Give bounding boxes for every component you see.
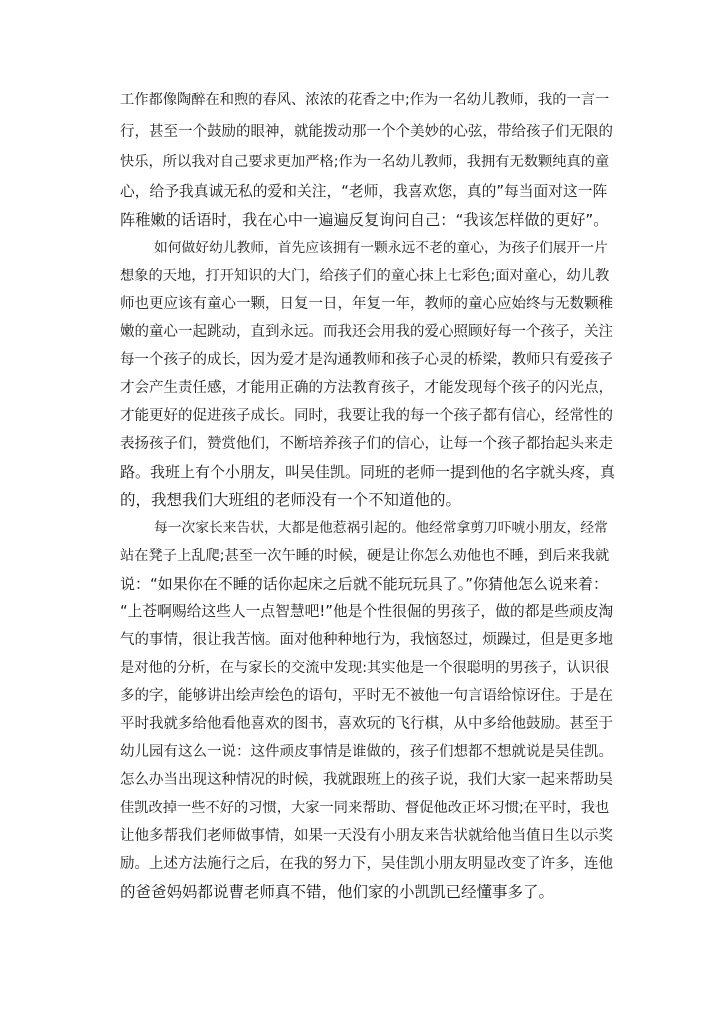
text-line: 怎么办当出现这种情况的时候，我就跟班上的孩子说，我们大家一起来帮助吴 [120,772,613,788]
text-line: 让他多帮我们老师做事情，如果一天没有小朋友来告状就给他当值日生以示奖 [120,828,613,844]
text-line: 励。上述方法施行之后，在我的努力下，吴佳凯小朋友明显改变了许多，连他 [120,856,613,872]
text-line: 快乐，所以我对自己要求更加严格;作为一名幼儿教师，我拥有无数颗纯真的童 [120,154,610,170]
text-line: 说：“如果你在不睡的话你起床之后就不能玩玩具了。”你猜他怎么说来着： [120,575,609,593]
text-line: 每一次家长来告状，大都是他惹祸引起的。他经常拿剪刀吓唬小朋友，经常 [154,520,608,536]
text-line: 的爸爸妈妈都说曹老师真不错，他们家的小凯凯已经懂事多了。 [120,883,555,901]
text-line: 如何做好幼儿教师，首先应该拥有一颗永远不老的童心，为孩子们展开一片 [154,240,608,256]
text-line: 的，我想我们大班组的老师没有一个不知道他的。 [120,491,462,509]
text-line: 多的字，能够讲出绘声绘色的语句，平时无不被他一句言语给惊讶住。于是在 [120,688,613,704]
text-line: 是对他的分析，在与家长的交流中发现:其实他是一个很聪明的男孩子，认识很 [120,660,610,676]
text-line: 工作都像陶醉在和煦的春风、浓浓的花香之中;作为一名幼儿教师，我的一言一 [120,92,610,108]
text-line: 路。我班上有个小朋友，叫吴佳凯。同班的老师一提到他的名字就头疼，真 [120,463,616,481]
text-line: 心，给予我真诚无私的爱和关注，“老师，我喜欢您，真的”每当面对这一阵 [120,183,608,200]
text-line: 气的事情，很让我苦恼。面对他种种地行为，我恼怒过，烦躁过，但是更多地 [120,632,613,648]
text-line: 阵稚嫩的话语时，我在心中一遍遍反复询问自己：“我该怎样做的更好”。 [120,211,609,229]
text-line: 幼儿园有这么一说：这件顽皮事情是谁做的，孩子们想都不想就说是吴佳凯。 [120,744,613,760]
text-line: 平时我就多给他看他喜欢的图书，喜欢玩的飞行棋，从中多给他鼓励。甚至于 [120,716,613,732]
text-line: 表扬孩子们，赞赏他们，不断培养孩子们的信心，让每一个孩子都抬起头来走 [120,436,613,452]
text-line: 师也更应该有童心一颗，日复一日，年复一年，教师的童心应始终与无数颗稚 [120,296,613,312]
text-line: 才会产生责任感，才能用正确的方法教育孩子，才能发现每个孩子的闪光点， [120,380,613,396]
text-line: 佳凯改掉一些不好的习惯，大家一同来帮助、督促他改正坏习惯;在平时，我也 [120,800,610,816]
text-line: 站在凳子上乱爬;甚至一次午睡的时候，硬是让你怎么劝他也不睡，到后来我就 [120,548,610,564]
text-line: 每一个孩子的成长，因为爱才是沟通教师和孩子心灵的桥梁，教师只有爱孩子 [120,352,613,368]
text-line: “上苍啊赐给这些人一点智慧吧!”他是个性很倔的男孩子，做的都是些顽皮淘 [120,603,614,620]
text-line: 想象的天地，打开知识的大门，给孩子们的童心抹上七彩色;面对童心，幼儿教 [120,268,610,284]
text-line: 嫩的童心一起跳动，直到永远。而我还会用我的爱心照顾好每一个孩子，关注 [120,324,613,340]
text-line: 才能更好的促进孩子成长。同时，我要让我的每一个孩子都有信心，经常性的 [120,408,613,424]
text-line: 行，甚至一个鼓励的眼神，就能拨动那一个个美妙的心弦，带给孩子们无限的 [120,124,613,140]
